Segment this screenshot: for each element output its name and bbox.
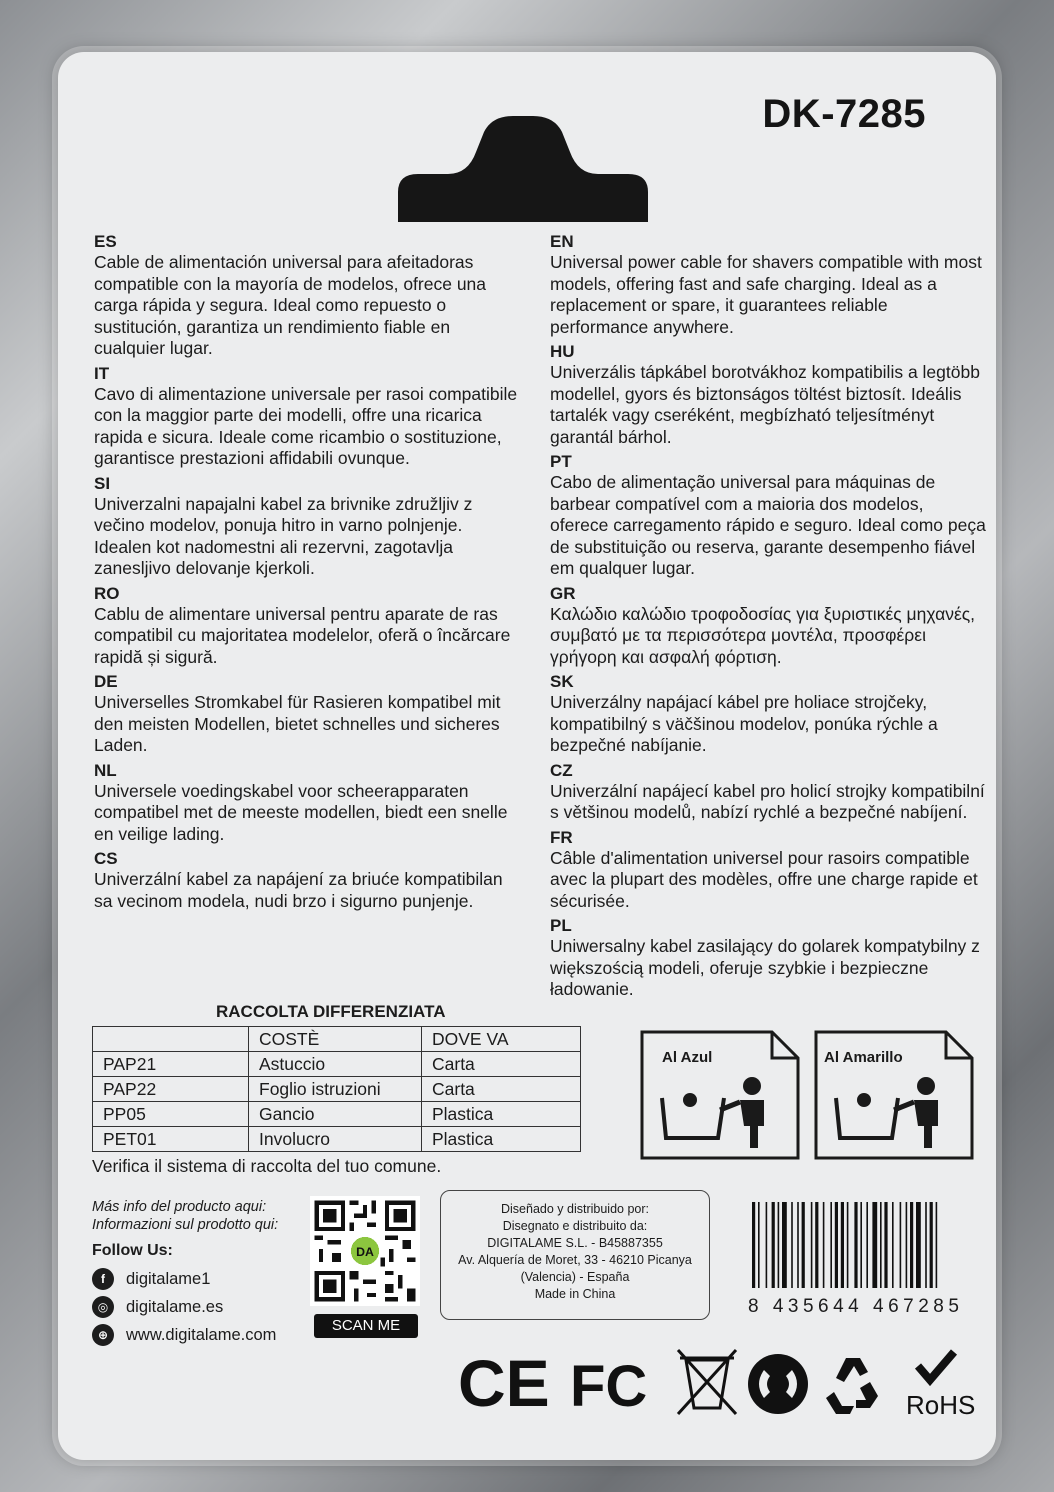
barcode-bar	[815, 1202, 818, 1288]
table-cell: Gancio	[249, 1102, 422, 1127]
barcode-bar	[752, 1202, 755, 1288]
language-code: SI	[94, 473, 111, 493]
qr-badge: DA	[356, 1244, 374, 1259]
language-description: Cavo di alimentazione universale per rasoi compatibile con la maggior parte dei modelli, offre una ricarica rapida e sicura. Ideale come ricambio o sostituzione, garantisce prestazioni affidabili ovunque.	[94, 383, 518, 468]
barcode-bar	[766, 1202, 768, 1288]
social-website[interactable]	[92, 1324, 276, 1346]
weee-crossed-bin-icon	[678, 1350, 736, 1414]
language-description: Câble d'alimentation universel pour rasoirs compatible avec la plupart des modèles, offre une charge rapide et sécurisée.	[550, 847, 978, 911]
recycle-icon	[826, 1358, 878, 1414]
language-code: DE	[94, 672, 118, 691]
barcode-bar	[916, 1202, 921, 1288]
barcode-bar	[906, 1202, 908, 1288]
raccolta-title: RACCOLTA DIFFERENZIATA	[216, 1002, 446, 1021]
qr-code[interactable]	[310, 1196, 420, 1306]
table-cell: Involucro	[249, 1127, 422, 1152]
language-code: RO	[94, 583, 120, 603]
social-instagram[interactable]	[92, 1296, 223, 1318]
hang-slot	[388, 112, 658, 222]
social-handle: digitalame.es	[126, 1297, 224, 1316]
barcode-bar	[892, 1202, 894, 1288]
raccolta-table	[92, 1026, 581, 1152]
info-line: Más info del producto aqui:	[92, 1199, 267, 1215]
language-description: Uniwersalny kabel zasilający do golarek kompatybilny z większością modeli, oferuje szybkie i bezpieczne ładowanie.	[550, 936, 980, 999]
distributor-line: Disegnato e distribuito da:	[502, 1219, 648, 1233]
model-number: DK-7285	[762, 92, 926, 136]
barcode-bar	[884, 1202, 887, 1288]
info-line: Informazioni sul prodotto qui:	[92, 1217, 279, 1233]
barcode-bar	[811, 1202, 813, 1288]
barcode-bar	[791, 1202, 793, 1288]
certification-marks	[458, 1344, 978, 1424]
language-description: Cablu de alimentare universal pentru aparate de ras compatibil cu majoritatea modelelor, oferă o încărcare rapidă și sigură.	[94, 603, 511, 667]
barcode-bar	[782, 1202, 787, 1288]
green-dot-icon	[748, 1354, 808, 1414]
table-cell: PP05	[93, 1102, 249, 1127]
distributor-line: Made in China	[534, 1287, 616, 1301]
table-row	[93, 1127, 581, 1152]
language-description: Univerzális tápkábel borotvákhoz kompatibilis a legtöbb modellel, gyors és biztonságos töltést biztosít. Ideális tartalék vagy cseréként, megbízható teljesítményt garantál bárhol.	[550, 362, 980, 447]
distributor-line: Av. Alquería de Moret, 33 - 46210 Picanya	[458, 1253, 692, 1267]
barcode-bar	[847, 1202, 849, 1288]
language-block-hu	[550, 342, 986, 448]
bin-label: Al Amarillo	[824, 1049, 903, 1066]
bin-label: Al Azul	[662, 1049, 713, 1066]
language-description: Universelles Stromkabel für Rasieren kompatibel mit den meisten Modellen, bietet schnelles und sicheres Laden.	[94, 692, 501, 755]
language-description: Universele voedingskabel voor scheerapparaten compatibel met de meeste modellen, biedt een snelle en veilige lading.	[94, 780, 508, 844]
language-code: CS	[94, 849, 118, 868]
table-cell: Plastica	[422, 1127, 581, 1152]
language-description: Cable de alimentación universal para afeitadoras compatible con la mayoría de modelos, ofrece una carga rápida y segura. Ideal como repuesto o sustitución, garantiza un rendimiento fiable en cualquier lugar.	[94, 252, 487, 358]
raccolta-note: Verifica il sistema di raccolta del tuo comune.	[92, 1156, 442, 1176]
social-handle: digitalame1	[126, 1269, 211, 1288]
barcode-bar	[802, 1202, 805, 1288]
language-code: ES	[94, 232, 117, 251]
barcode-bar	[778, 1202, 780, 1288]
language-description: Univerzální kabel za napájení za briućе kompatibilan sa vecinom modela, nudi brzo i sigurno punjenje.	[94, 869, 503, 911]
scan-me-label: SCAN ME	[314, 1314, 418, 1338]
language-description: Univerzalni napajalni kabel za brivnike združljiv z večino modelov, ponuja hitro in varno polnjenje. Idealen kot nadomestni ali rezervni, zagotavlja zanesljivo delovanje kjerkoli.	[94, 493, 473, 578]
social-handle: www.digitalame.com	[126, 1325, 277, 1344]
language-description: Universal power cable for shavers compatible with most models, offering fast and safe charging. Ideal as a replacement or spare, it guarantees reliable performance anywhere.	[550, 252, 982, 337]
rohs-icon	[906, 1352, 975, 1420]
left-column	[94, 232, 524, 916]
language-block-cz	[550, 761, 986, 824]
language-block-nl	[94, 761, 524, 846]
globe-icon: ⊕	[92, 1324, 114, 1346]
language-block-fr	[550, 828, 986, 913]
language-description: Univerzální napájecí kabel pro holicí strojky kompatibilní s většinou modelů, nabízí rychlé a bezpečné nabíjení.	[550, 780, 985, 822]
instagram-icon: ◎	[92, 1296, 114, 1318]
barcode-bar	[830, 1202, 832, 1288]
language-block-cs	[94, 849, 524, 912]
barcode	[748, 1202, 978, 1288]
language-code: HU	[550, 342, 575, 361]
language-code: GR	[550, 583, 576, 603]
distributor-line: Diseñado y distribuido por:	[501, 1202, 649, 1216]
language-block-pl	[550, 916, 986, 1001]
barcode-bar	[758, 1202, 760, 1288]
facebook-icon: f	[92, 1268, 114, 1290]
table-cell: PAP22	[93, 1077, 249, 1102]
language-description: Cabo de alimentação universal para máquinas de barbear compatível com a maioria dos modelos, oferece carregamento rápido e seguro. Ideal como peça de substituição ou reserva, garante desempenho fiável em qualquer lugar.	[550, 472, 986, 578]
product-info-text	[92, 1198, 278, 1234]
table-cell: Astuccio	[249, 1052, 422, 1077]
language-description: Καλώδιο καλώδιο τροφοδοσίας για ξυριστικές μηχανές, συμβατό με τα περισσότερα μοντέλα, προσφέρει γρήγορη και ασφαλή φόρτιση.	[550, 603, 976, 667]
right-column	[550, 232, 986, 1005]
language-code: EN	[550, 232, 574, 251]
barcode-bar	[854, 1202, 857, 1288]
table-cell: Plastica	[422, 1102, 581, 1127]
language-block-sk	[550, 672, 986, 757]
table-header-cell: DOVE VA	[422, 1027, 581, 1052]
language-code: PL	[550, 916, 572, 935]
svg-text:RoHS: RoHS	[906, 1390, 976, 1420]
language-block-gr	[550, 584, 986, 669]
barcode-bar	[841, 1202, 844, 1288]
language-block-ro	[94, 584, 524, 669]
language-code: NL	[94, 760, 117, 780]
table-header-cell	[93, 1027, 249, 1052]
follow-us-heading: Follow Us:	[92, 1242, 173, 1259]
distributor-line: DIGITALAME S.L. - B45887355	[487, 1236, 663, 1250]
distributor-line: (Valencia) - España	[520, 1270, 630, 1284]
language-block-en	[550, 232, 986, 338]
table-row	[93, 1052, 581, 1077]
table-header-cell: COSTÈ	[249, 1027, 422, 1052]
barcode-bar	[925, 1202, 927, 1288]
language-code: SK	[550, 672, 574, 691]
barcode-bar	[772, 1202, 775, 1288]
table-cell: Foglio istruzioni	[249, 1077, 422, 1102]
table-cell: PAP21	[93, 1052, 249, 1077]
table-cell: Carta	[422, 1077, 581, 1102]
barcode-bar	[866, 1202, 868, 1288]
language-code: CZ	[550, 760, 573, 780]
social-facebook[interactable]	[92, 1268, 210, 1290]
language-code: FR	[550, 827, 573, 847]
table-cell: Carta	[422, 1052, 581, 1077]
barcode-bar	[880, 1202, 882, 1288]
language-block-it	[94, 364, 524, 470]
language-block-es	[94, 232, 524, 360]
language-code: PT	[550, 452, 572, 471]
barcode-bar	[823, 1202, 825, 1288]
language-description: Univerzálny napájací kábel pre holiace strojčeky, kompatibilný s väčšinou modelov, ponúka rýchle a bezpečné nabíjanie.	[550, 692, 938, 755]
barcode-bar	[910, 1202, 913, 1288]
table-row	[93, 1102, 581, 1127]
language-block-pt	[550, 452, 986, 580]
language-block-de	[94, 672, 524, 757]
barcode-bar	[872, 1202, 877, 1288]
barcode-bar	[900, 1202, 902, 1288]
ce-mark-icon: CE	[458, 1346, 550, 1420]
barcode-bar	[835, 1202, 838, 1288]
product-card	[58, 52, 996, 1460]
fcc-mark-icon: FC	[570, 1354, 648, 1419]
table-cell: PET01	[93, 1127, 249, 1152]
table-row	[93, 1077, 581, 1102]
language-block-si	[94, 474, 524, 580]
table-header-row	[93, 1027, 581, 1052]
barcode-bar	[936, 1202, 938, 1288]
barcode-bar	[797, 1202, 799, 1288]
ean-number: 8 435644 467285	[748, 1296, 964, 1317]
distributor-box	[440, 1190, 710, 1320]
barcode-bar	[860, 1202, 862, 1288]
yellow-bin-icon	[814, 1030, 974, 1160]
blue-bin-icon	[640, 1030, 800, 1160]
language-code: IT	[94, 363, 110, 383]
barcode-bar	[930, 1202, 933, 1288]
